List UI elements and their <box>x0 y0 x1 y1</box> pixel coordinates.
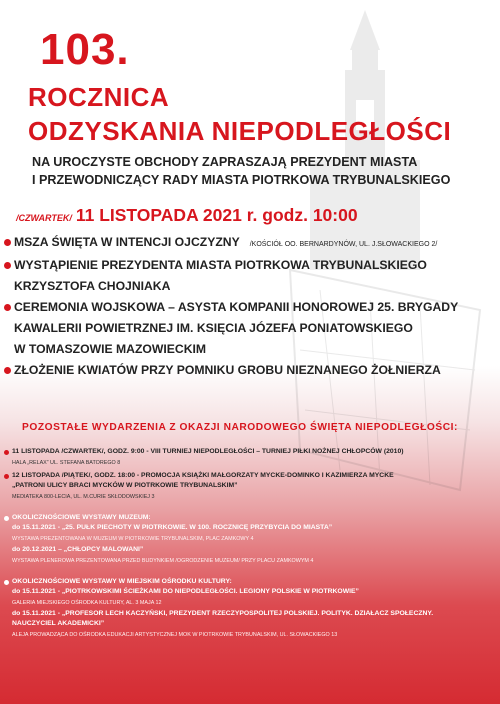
program-item-label: KRZYSZTOFA CHOJNIAKA <box>14 279 171 293</box>
bullet-icon <box>4 516 9 521</box>
event-title: do 20.12.2021 – „CHŁOPCY MALOWANI” <box>12 546 144 553</box>
event-title: do 15.11.2021 - „25. PUŁK PIECHOTY W PIOTRKOWIE. W 100. ROCZNICĘ PRZYBYCIA DO MIASTA” <box>12 524 333 531</box>
title-line-2: ODZYSKANIA NIEPODLEGŁOŚCI <box>28 116 452 146</box>
anniversary-number: 103. <box>40 25 130 74</box>
bullet-icon <box>4 304 11 311</box>
event-place: ALEJA PROWADZĄCA DO OŚRODKA EDUKACJI ARTYSTYCZNEJ MOK W PIOTRKOWIE TRYBUNALSKIM, UL. SŁOWACKIEGO 13 <box>12 632 338 638</box>
program-item-label: CEREMONIA WOJSKOWA – ASYSTA KOMPANII HONOROWEJ 25. BRYGADY <box>14 300 459 314</box>
program-item-mass <box>4 232 496 255</box>
event-group-title: OKOLICZNOŚCIOWE WYSTAWY W MIEJSKIM OŚRODKU KULTURY: <box>12 578 232 585</box>
title-line-1: ROCZNICA <box>28 82 170 112</box>
program-item-label: KAWALERII POWIETRZNEJ IM. KSIĘCIA JÓZEFA PONIATOWSKIEGO <box>14 321 413 335</box>
invitation-line-2: I PRZEWODNICZĄCY RADY MIASTA PIOTRKOWA TRYBUNALSKIEGO <box>32 173 451 187</box>
event-place: GALERIA MIEJSKIEGO OŚRODKA KULTURY, AL. 3 MAJA 12 <box>12 600 162 606</box>
bullet-icon <box>4 262 11 269</box>
event-title: do 15.11.2021 - „PROFESOR LECH KACZYŃSKI, PREZYDENT RZECZYPOSPOLITEJ POLSKIEJ. POLITYK. DZIAŁACZ SPOŁECZNY. <box>12 610 434 617</box>
event-title: do 15.11.2021 - „PIOTRKOWSKIMI ŚCIEŻKAMI DO NIEPODLEGŁOŚCI. LEGIONY POLSKIE W PIOTRKOWIE” <box>12 588 359 595</box>
main-program <box>4 232 496 381</box>
other-events-list <box>4 447 496 641</box>
event-place: WYSTAWA PREZENTOWANA W MUZEUM W PIOTRKOWIE TRYBUNALSKIM, PLAC ZAMKOWY 4 <box>12 536 254 542</box>
event-datetime: 11 LISTOPADA 2021 r. godz. 10:00 <box>75 205 358 225</box>
event-place: MEDIATEKA 800-LECIA, UL. M.CURIE SKŁODOWSKIEJ 3 <box>12 494 155 500</box>
event-book-promotion <box>4 471 496 503</box>
event-place: WYSTAWA PLENEROWA PREZENTOWANA PRZED BUDYNKIEM /OGRODZENIE MUZEUM/ PRZY PLACU ZAMKOWYM 4 <box>12 558 314 564</box>
event-group-title: OKOLICZNOŚCIOWE WYSTAWY MUZEUM: <box>12 514 151 521</box>
program-item-label: MSZA ŚWIĘTA W INTENCJI OJCZYZNY <box>14 235 240 249</box>
event-place: HALA „RELAX” UL. STEFANA BATOREGO 8 <box>12 460 121 466</box>
event-title: 12 LISTOPADA /PIĄTEK/, GODZ. 18:00 - PROMOCJA KSIĄŻKI MAŁGORZATY MYCKE-DOMINKO I KAZIMIERZA MYCKE <box>12 472 394 479</box>
event-date <box>16 205 358 226</box>
invitation-line-1: NA UROCZYSTE OBCHODY ZAPRASZAJĄ PREZYDENT MIASTA <box>32 155 418 169</box>
bullet-icon <box>4 450 9 455</box>
program-item-note: /KOŚCIÓŁ OO. BERNARDYNÓW, UL. J.SŁOWACKIEGO 2/ <box>249 241 438 248</box>
program-item-label: WYSTĄPIENIE PREZYDENTA MIASTA PIOTRKOWA TRYBUNALSKIEGO <box>14 258 427 272</box>
program-item-flowers <box>4 360 496 381</box>
event-title: „PATRONI ULICY BRACI MYCKÓW W PIOTRKOWIE TRYBUNALSKIM” <box>12 482 238 489</box>
event-title: 11 LISTOPADA /CZWARTEK/, GODZ. 9:00 - VIII TURNIEJ NIEPODLEGŁOŚCI – TURNIEJ PIŁKI NOŻNEJ CHŁOPCÓW (2010) <box>12 448 404 455</box>
event-weekday: /CZWARTEK/ <box>16 213 72 223</box>
program-item-label: W TOMASZOWIE MAZOWIECKIM <box>14 342 207 356</box>
bullet-icon <box>4 474 9 479</box>
bullet-icon <box>4 239 11 246</box>
program-item-speech <box>4 255 496 297</box>
event-culture-center-exhibitions <box>4 577 496 641</box>
other-events-heading: POZOSTAŁE WYDARZENIA Z OKAZJI NARODOWEGO ŚWIĘTA NIEPODLEGŁOŚCI: <box>22 422 458 433</box>
bullet-icon <box>4 367 11 374</box>
invitation-text <box>32 153 450 189</box>
bullet-icon <box>4 580 9 585</box>
program-item-ceremony <box>4 297 496 360</box>
event-football-tournament <box>4 447 496 469</box>
program-item-label: ZŁOŻENIE KWIATÓW PRZY POMNIKU GROBU NIEZNANEGO ŻOŁNIERZA <box>14 363 441 377</box>
event-title: NAUCZYCIEL AKADEMICKI” <box>12 620 105 627</box>
event-museum-exhibitions <box>4 513 496 567</box>
